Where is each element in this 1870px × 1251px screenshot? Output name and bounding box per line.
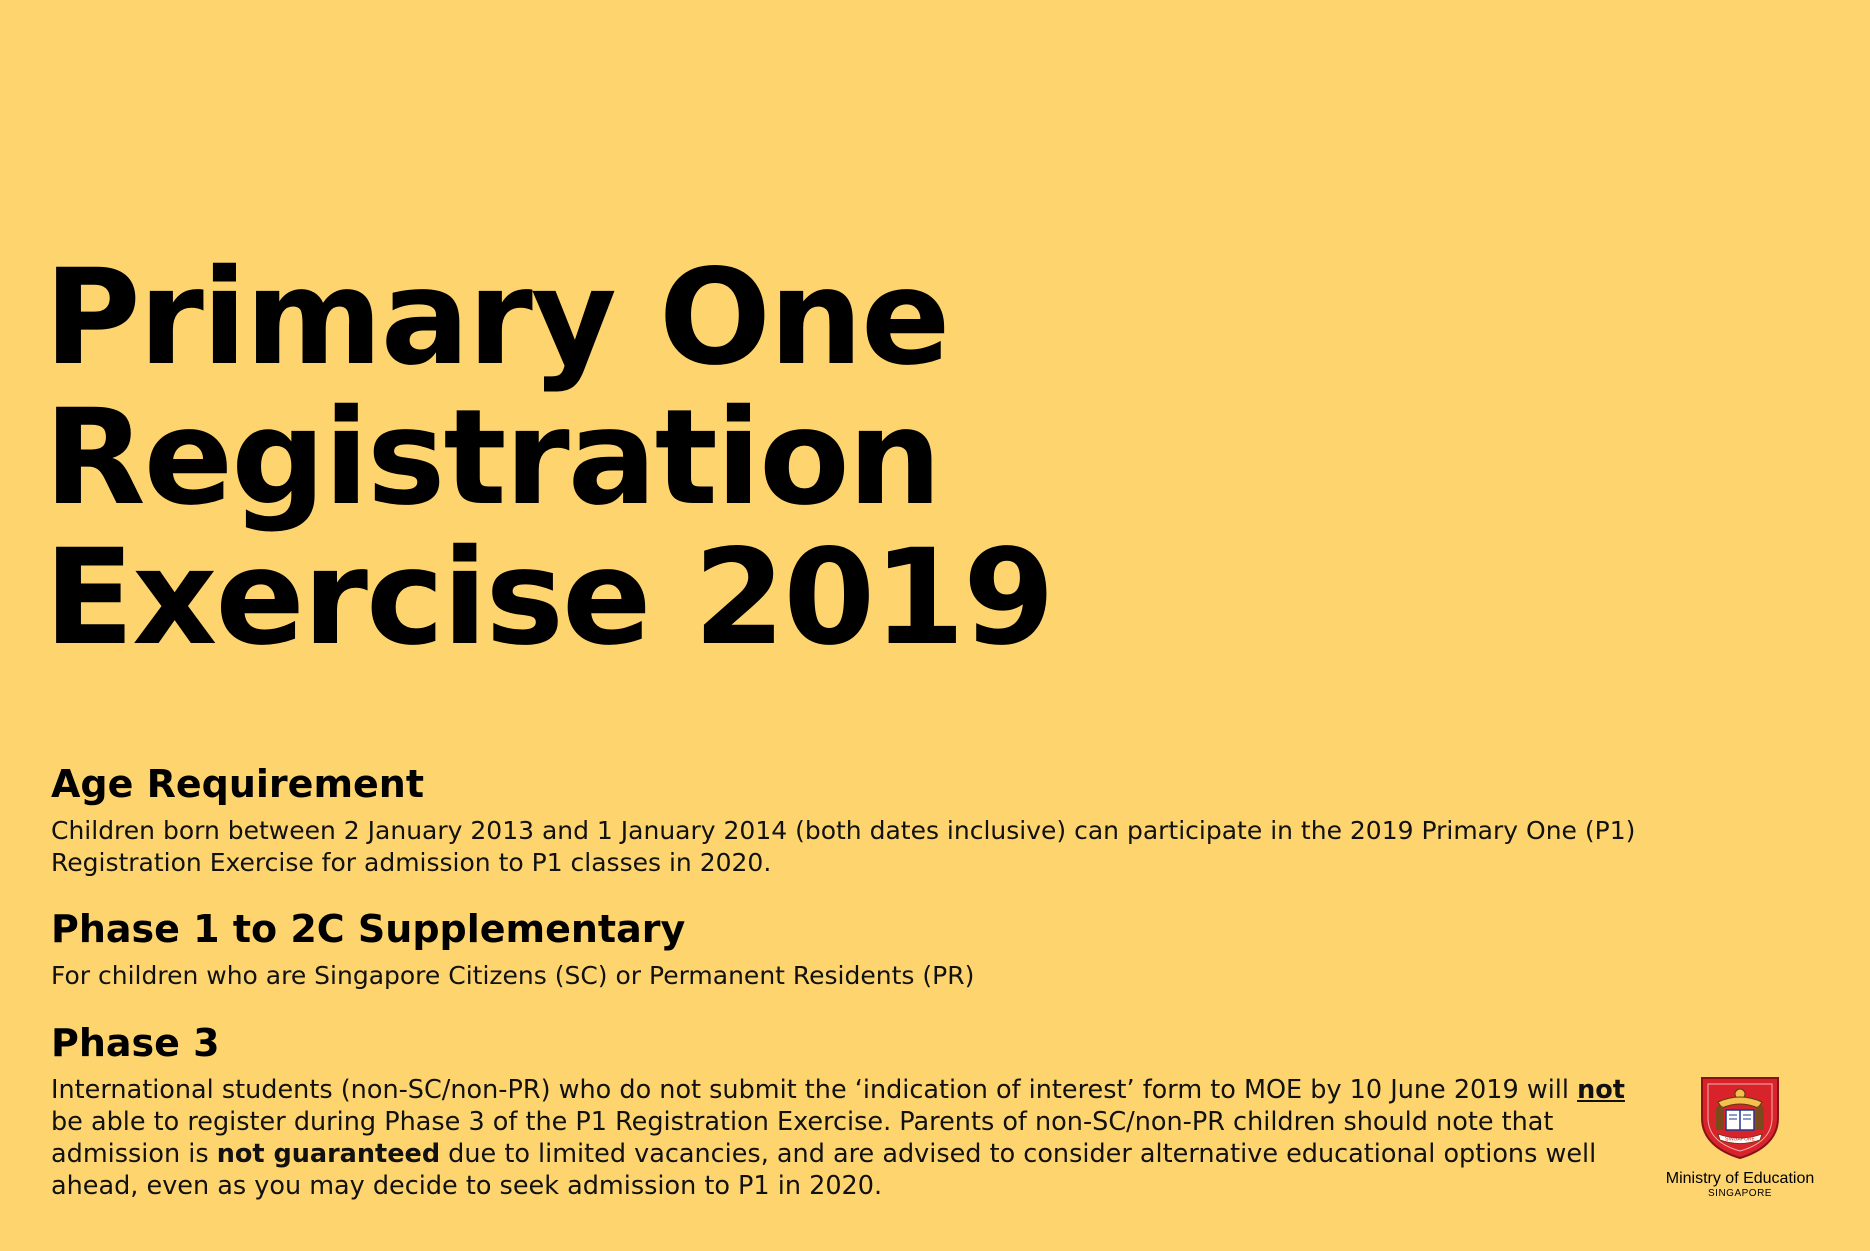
logo-name: Ministry of Education <box>1665 1170 1815 1187</box>
page-title <box>44 241 1053 675</box>
phase-3-body-part-3: due to limited vacancies, and are advised to consider alternative educational options well ahead, even as you may decide to seek admission to P1 in 2020. <box>51 1139 1597 1201</box>
phase-3-body <box>51 1074 1631 1202</box>
moe-crest-icon <box>1698 1074 1782 1160</box>
phase-3-emphasis-not-guaranteed: not guaranteed <box>216 1139 441 1169</box>
phase-1-to-2c-section <box>51 906 1691 992</box>
age-requirement-section <box>51 761 1691 879</box>
phase-1-to-2c-heading: Phase 1 to 2C Supplementary <box>51 907 686 951</box>
title-line-2: Registration <box>44 381 940 535</box>
phase-3-section <box>51 1020 1631 1202</box>
phase-3-heading: Phase 3 <box>51 1021 220 1065</box>
title-line-3: Exercise 2019 <box>44 521 1053 675</box>
phase-1-to-2c-body: For children who are Singapore Citizens (SC) or Permanent Residents (PR) <box>51 961 975 990</box>
crest-motto-text: SINGAPORE <box>1725 1136 1755 1143</box>
age-requirement-body: Children born between 2 January 2013 and 1 January 2014 (both dates inclusive) can participate in the 2019 Primary One (P1) Registration Exercise for admission to P1 classes in 2020. <box>51 816 1636 877</box>
title-line-1: Primary One <box>44 241 949 395</box>
phase-3-body-part-1: International students (non-SC/non-PR) who do not submit the ‘indication of interest’ form to MOE by 10 June 2019 will <box>51 1075 1578 1105</box>
phase-3-emphasis-not: not <box>1577 1075 1625 1105</box>
phase-3-body-part-2: be able to register during Phase 3 of the P1 Registration Exercise. Parents of non-SC/non-PR children should note that admission is <box>51 1107 1554 1169</box>
moe-logo <box>1660 1074 1820 1200</box>
age-requirement-heading: Age Requirement <box>51 762 425 806</box>
logo-country: SINGAPORE <box>1708 1188 1772 1199</box>
